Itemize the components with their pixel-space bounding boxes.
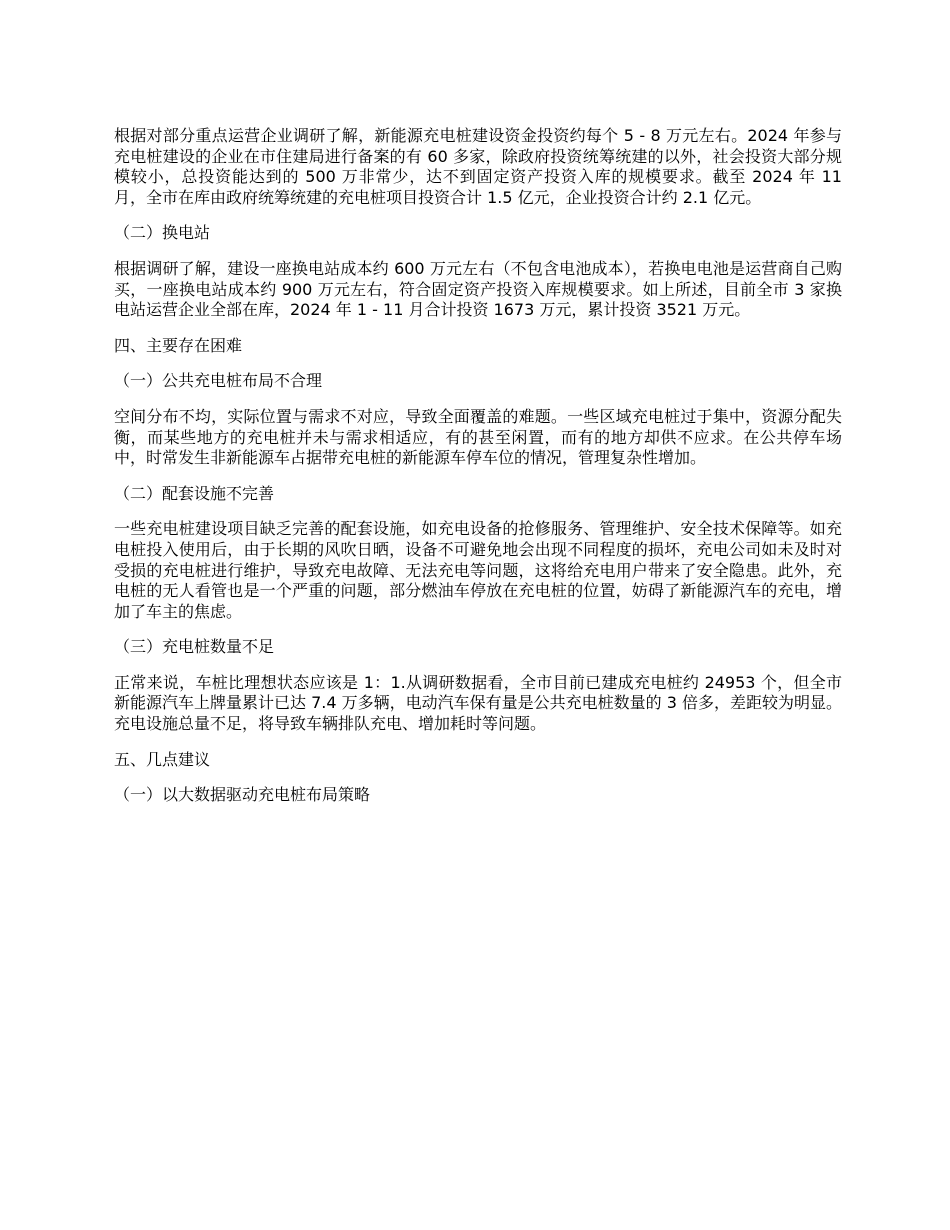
paragraph-investment-per-pile: 根据对部分重点运营企业调研了解，新能源充电桩建设资金投资约每个 5 - 8 万元左右。2024 年参与充电桩建设的企业在市住建局进行备案的有 60 多家，除政府投资统筹统建的以外，社会投资大部分规模较小，总投资能达到的 500 万非常少，达不到固定资产投资入库的规模要求。截至 2024 年 11 月，全市在库由政府统筹统建的充电桩项目投资合计 1.5 亿元，企业投资合计约 2.1 亿元。 <box>114 126 842 207</box>
document-body <box>114 126 842 821</box>
heading-suggestions: 五、几点建议 <box>114 749 211 769</box>
heading-big-data-layout: （一）以大数据驱动充电桩布局策略 <box>114 785 371 805</box>
paragraph-swap-station-cost: 根据调研了解，建设一座换电站成本约 600 万元左右（不包含电池成本），若换电电池是运营商自己购买，一座换电站成本约 900 万元左右，符合固定资产投资入库规模要求。如上所述，目前全市 3 家换电站运营企业全部在库，2024 年 1 - 11 月合计投资 1673 万元，累计投资 3521 万元。 <box>114 258 842 320</box>
heading-insufficient-quantity: （三）充电桩数量不足 <box>114 637 275 657</box>
paragraph-facilities-issues: 一些充电桩建设项目缺乏完善的配套设施，如充电设备的抢修服务、管理维护、安全技术保障等。如充电桩投入使用后，由于长期的风吹日晒，设备不可避免地会出现不同程度的损坏，充电公司如未及时对受损的充电桩进行维护，导致充电故障、无法充电等问题，这将给充电用户带来了安全隐患。此外，充电桩的无人看管也是一个严重的问题，部分燃油车停放在充电桩的位置，妨碍了新能源汽车的充电，增加了车主的焦虑。 <box>114 519 842 621</box>
heading-layout-unreasonable: （一）公共充电桩布局不合理 <box>114 371 323 391</box>
heading-battery-swap-station: （二）换电站 <box>114 223 211 243</box>
heading-supporting-facilities: （二）配套设施不完善 <box>114 483 275 503</box>
heading-main-difficulties: 四、主要存在困难 <box>114 335 243 355</box>
paragraph-spatial-distribution: 空间分布不均，实际位置与需求不对应，导致全面覆盖的难题。一些区域充电桩过于集中，资源分配失衡，而某些地方的充电桩并未与需求相适应，有的甚至闲置，而有的地方却供不应求。在公共停车场中，时常发生非新能源车占据带充电桩的新能源车停车位的情况，管理复杂性增加。 <box>114 406 842 468</box>
paragraph-vehicle-pile-ratio: 正常来说，车桩比理想状态应该是 1：1.从调研数据看，全市目前已建成充电桩约 24953 个，但全市新能源汽车上牌量累计已达 7.4 万多辆，电动汽车保有量是公共充电桩数量的 3 倍多，差距较为明显。充电设施总量不足，将导致车辆排队充电、增加耗时等问题。 <box>114 672 842 734</box>
